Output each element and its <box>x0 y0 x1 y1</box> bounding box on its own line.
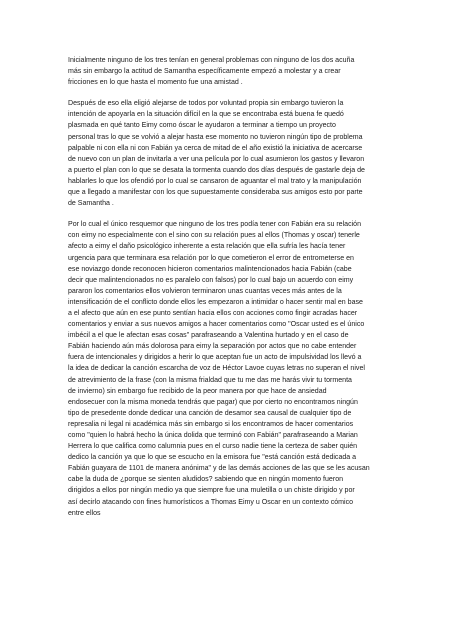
paragraph-samantha: Después de eso ella eligió alejarse de todos por voluntad propia sin embargo tuvieron la intención de apoyarla en la situación difícil en la que se encontraba está buena fe quedó plasmada en qué tanto Eimy como óscar le ayudaron a terminar a tiempo un proyecto personal tras lo que se volvió a alejar hasta ese momento no tuvieron ningún tipo de problema palpable ni con ella ni con Fabián ya cerca de mitad de el año existió la iniciativa de acercarse de nuevo con un plan de invitarla a ver una película por lo cual asumieron los gastos y llevaron a puerto el plan con lo que se desata la tormenta cuando dos días después de gastarle deja de hablarles lo que los ofendió por lo cual se cansaron de aguantar el mal trato y la manipulación que a llegado a manifestar con los que supuestamente consideraba sus amigos esto por parte de Samantha . <box>68 100 365 208</box>
paragraph-intro: Inicialmente ninguno de los tres tenían en general problemas con ninguno de los dos acuña más sin embargo la actitud de Samantha específicamente empezó a molestar y a crear fricciones en lo que hasta el momento fue una amistad . <box>68 57 355 87</box>
paragraph-fabian: Por lo cual el único resquemor que ninguno de los tres podía tener con Fabián era su relación con eimy no especialmente con el sino con su relación pues al ellos (Thomas y oscar) tenerle afecto a eimy el daño psicológico inherente a esta relación que ella sufría les hacía tener urgencia para que terminara esa relación por lo que cometieron el error de entrometerse en ese noviazgo donde reconocen hicieron comentarios malintencionados hacia Fabián (cabe decir que malintencionados no es paralelo con falsos) por lo cual bajo un acuerdo con eimy pararon los comentarios ellos volvieron terminaron unas cuantas veces más antes de la intensificación de el conflicto donde ellos les empezaron a intimidar o hacer sentir mal en base a el afecto que aún en ese punto sentían hacia ellos con acciones como fingir acradas hacer comentarios y enviar a sus nuevos amigos a hacer comentarios como "Oscar usted es el único imbécil a el que le afectan esas cosas" parafraseando a Valentina hurtado y en el caso de Fabián haciendo aún más dolorosa para eimy la separación por actos que no cabe entender fuera de intencionales y dirigidos a herir lo que aceptan fue un acto de impulsividad los llevó a la idea de dedicar la canción escarcha de voz de Héctor Lavoe cuyas letras no superan el nivel de atrevimiento de la frase (con la misma frialdad que tu me das me harás vivir tu tormenta de invierno) sin embargo fue recibido de la peor manera por que hace de ansiedad endosecuer con la misma moneda tendrás que pagar) que por cierto no encontramos ningún tipo de presedente donde dedicar una canción de desamor sea causal de cualquier tipo de represalia ni legal ni académica más sin embargo si los encontramos de hacer comentarios como "quien lo habrá hecho la única dolida que terminó con Fabián" parafraseando a Marian Herrera lo que califica como calumnia pues en el curso nadie tiene la certeza de saber quién dedico la canción ya que lo que se escucho en la emisora fue "está canción está dedicada a Fabián guayara de 1101 de manera anónima" y de las demás acciones de las que se les acusan cabe la duda de ¿porque se sienten aludidos? sabiendo que en ningún momento fueron dirigidos a ellos por ningún medio ya que siempre fue una muletilla o un chiste dirigido y por así decirlo atacando con fines humorísticos a Thomas Eimy u Oscar en un contexto cómico entre ellos <box>68 221 370 517</box>
